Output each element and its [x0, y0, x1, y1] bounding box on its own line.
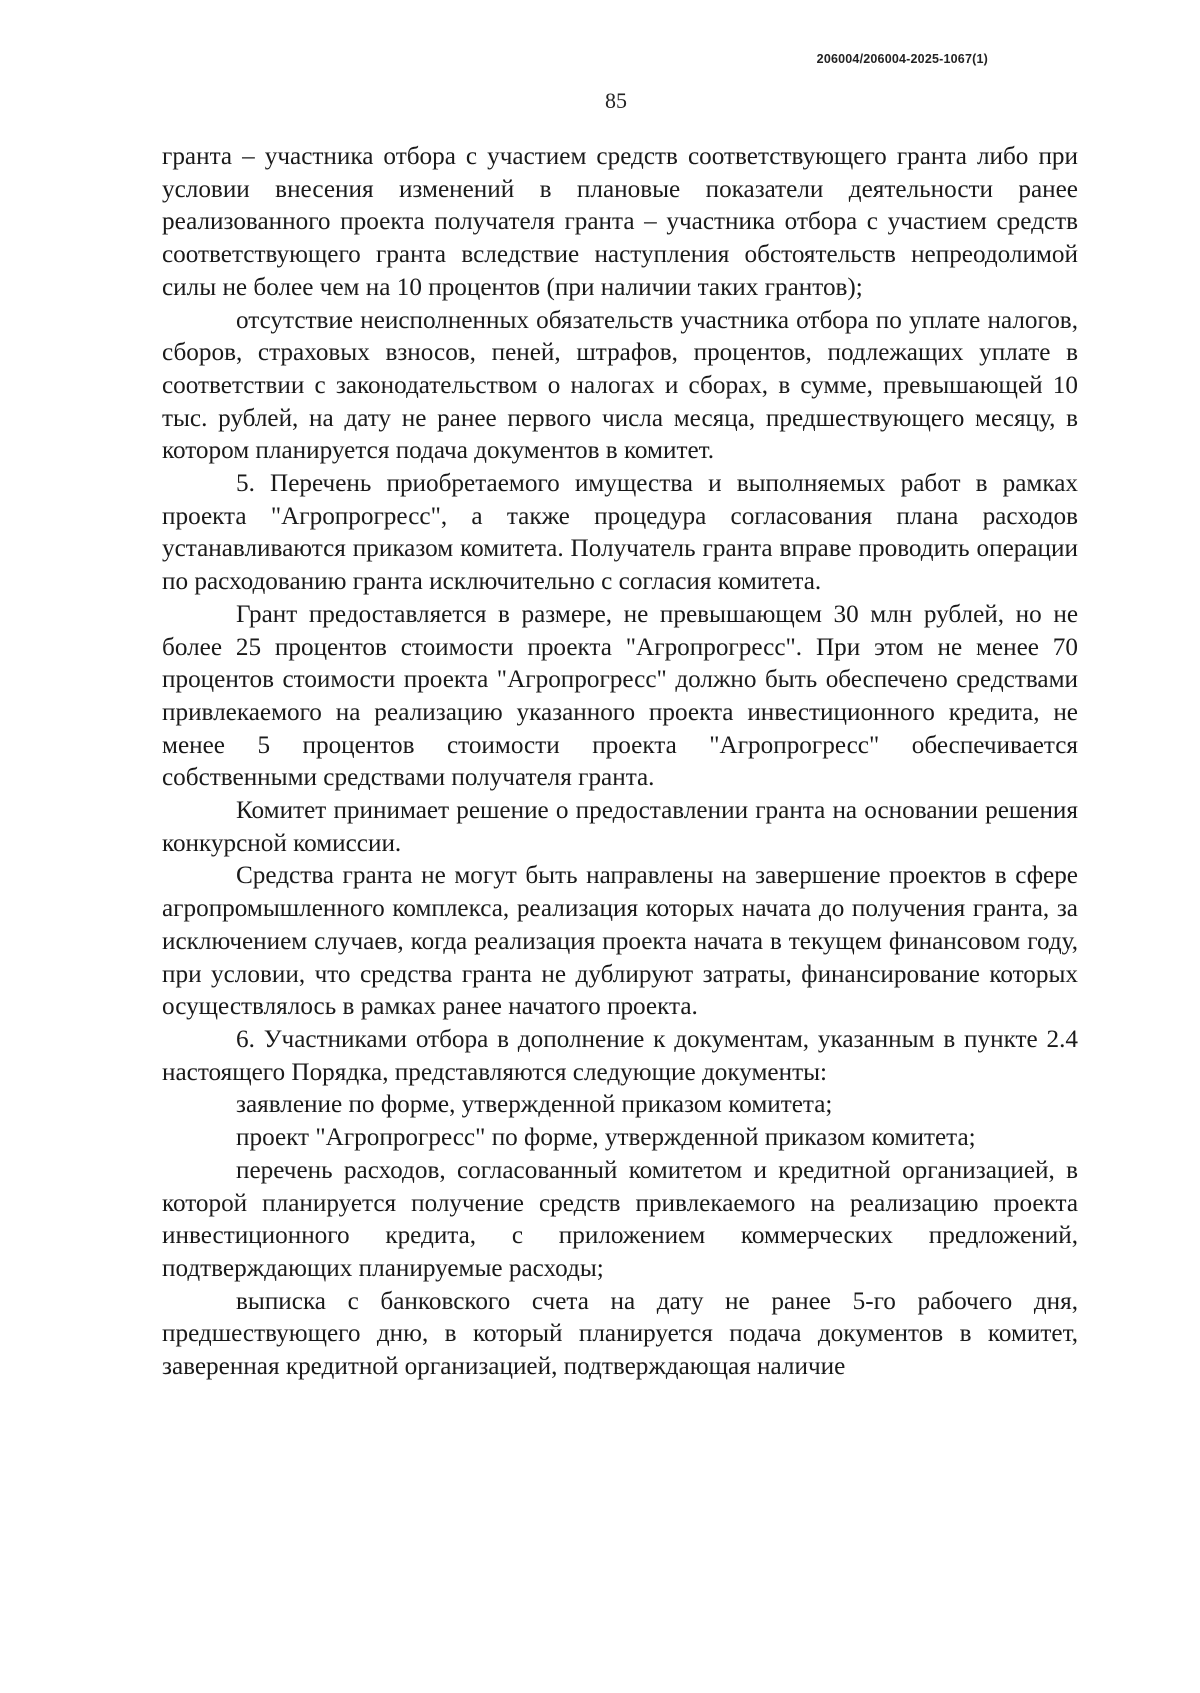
document-body [162, 141, 1078, 1384]
paragraph: Комитет принимает решение о предоставлении гранта на основании решения конкурсной комиссии. [162, 797, 1078, 857]
paragraph: выписка с банковского счета на дату не ранее 5-го рабочего дня, предшествующего дню, в который планируется подача документов в комитет, заверенная кредитной организацией, подтверждающая наличие [162, 1287, 1078, 1381]
paragraph: проект "Агропрогресс" по форме, утвержденной приказом комитета; [236, 1124, 976, 1152]
paragraph: 6. Участниками отбора в дополнение к документам, указанным в пункте 2.4 настоящего Порядка, представляются следующие документы: [162, 1025, 1078, 1086]
paragraph: 5. Перечень приобретаемого имущества и выполняемых работ в рамках проекта "Агропрогресс", а также процедура согласования плана расходов устанавливаются приказом комитета. Получатель гранта вправе проводить операции по расходованию гранта исключительно с согласия комитета. [162, 470, 1078, 596]
paragraph: отсутствие неисполненных обязательств участника отбора по уплате налогов, сборов, страховых взносов, пеней, штрафов, процентов, подлежащих уплате в соответствии с законодательством о налогах и сборах, в сумме, превышающей 10 тыс. рублей, на дату не ранее первого числа месяца, предшествующего месяцу, в котором планируется подача документов в комитет. [162, 306, 1078, 465]
paragraph: перечень расходов, согласованный комитетом и кредитной организацией, в которой планируется получение средств привлекаемого на реализацию проекта инвестиционного кредита, с приложением коммерческих предложений, подтверждающих планируемые расходы; [162, 1156, 1078, 1282]
paragraph: Грант предоставляется в размере, не превышающем 30 млн рублей, но не более 25 процентов стоимости проекта "Агропрогресс". При этом не менее 70 процентов стоимости проекта "Агропрогресс" должно быть обеспечено средствами привлекаемого на реализацию указанного проекта инвестиционного кредита, не менее 5 процентов стоимости проекта "Агропрогресс" обеспечивается собственными средствами получателя гранта. [162, 600, 1078, 792]
paragraph: гранта – участника отбора с участием средств соответствующего гранта либо при условии внесения изменений в плановые показатели деятельности ранее реализованного проекта получателя гранта – участника отбора с участием средств соответствующего гранта вследствие наступления обстоятельств непреодолимой силы не более чем на 10 процентов (при наличии таких грантов); [162, 143, 1078, 301]
document-code: 206004/206004-2025-1067(1) [816, 52, 988, 66]
paragraph: Средства гранта не могут быть направлены на завершение проектов в сфере агропромышленного комплекса, реализация которых начата до получения гранта, за исключением случаев, когда реализация проекта начата в текущем финансовом году, при условии, что средства гранта не дублируют затраты, финансирование которых осуществлялось в рамках ранее начатого проекта. [162, 862, 1078, 1021]
page-number: 85 [605, 88, 627, 113]
paragraph: заявление по форме, утвержденной приказом комитета; [236, 1091, 833, 1119]
